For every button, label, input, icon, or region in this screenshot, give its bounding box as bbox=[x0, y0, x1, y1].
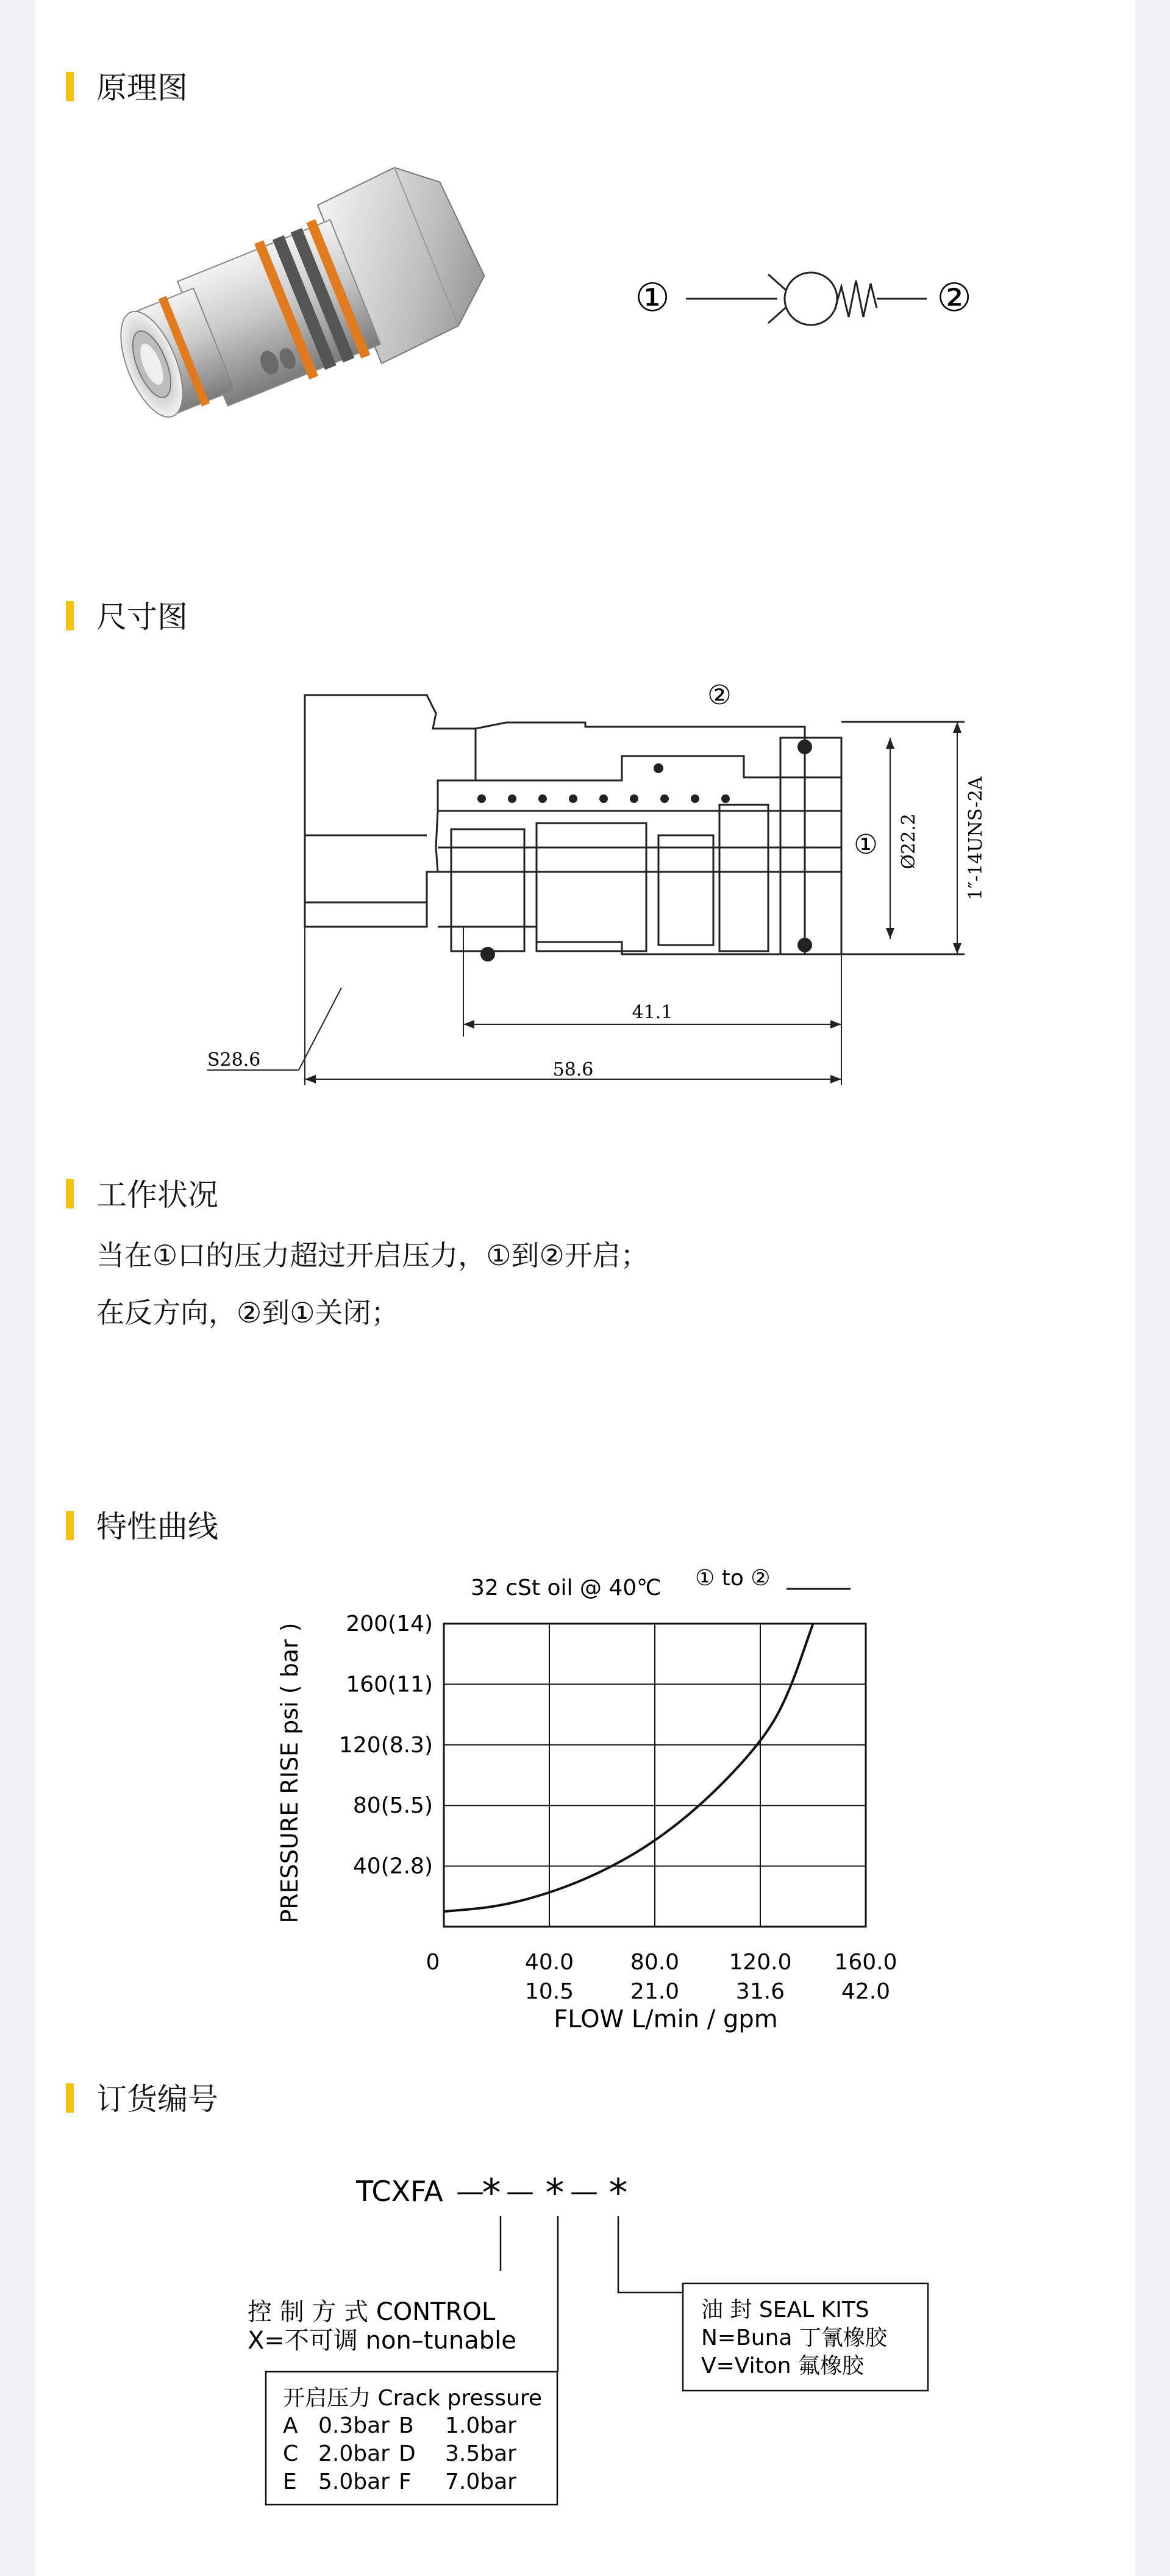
crack-cell: C bbox=[283, 2441, 299, 2466]
section-marker bbox=[66, 601, 74, 630]
crack-cell: 3.5bar bbox=[445, 2441, 516, 2466]
crack-cell: 5.0bar bbox=[318, 2469, 390, 2494]
crack-cell: 7.0bar bbox=[445, 2469, 516, 2494]
y-tick-label: 160(11) bbox=[346, 1672, 433, 1697]
x-tick-label: 40.0 bbox=[524, 1950, 574, 1975]
x-tick-label: 120.0 bbox=[729, 1950, 792, 1975]
section-title: 原理图 bbox=[96, 70, 188, 105]
dim-diameter: Ø22.2 bbox=[898, 813, 919, 869]
crack-cell: 2.0bar bbox=[318, 2441, 390, 2466]
symbol-port-1: ① bbox=[635, 276, 670, 321]
spring-icon bbox=[835, 280, 877, 317]
cartridge-valve-image bbox=[98, 146, 500, 463]
x-tick-label-gpm: 42.0 bbox=[841, 1979, 891, 2004]
seal-n: N=Buna 丁氰橡胶 bbox=[701, 2325, 887, 2350]
dim-thread: 1″-14UNS-2A bbox=[965, 776, 986, 901]
crack-cell: F bbox=[399, 2469, 412, 2494]
crack-cell: 0.3bar bbox=[318, 2413, 390, 2438]
section-marker bbox=[66, 2083, 74, 2113]
y-tick-label: 200(14) bbox=[346, 1611, 433, 1636]
code-sep-1: — bbox=[456, 2175, 484, 2208]
dim-41-1: 41.1 bbox=[632, 1002, 673, 1023]
chart-xlabel: FLOW L/min / gpm bbox=[554, 2005, 778, 2033]
section-marker bbox=[66, 1511, 74, 1540]
pressure-flow-chart bbox=[256, 1561, 939, 2049]
series-line bbox=[444, 1624, 813, 1911]
check-valve-symbol bbox=[628, 250, 982, 348]
section-title: 工作状况 bbox=[96, 1177, 218, 1213]
ball-icon bbox=[785, 273, 837, 325]
x-tick-label: 0 bbox=[426, 1950, 440, 1975]
x-tick-label-gpm: 10.5 bbox=[524, 1979, 574, 2004]
y-tick-label: 80(5.5) bbox=[352, 1793, 433, 1819]
chart-ylabel: PRESSURE RISE psi ( bar ) bbox=[276, 1622, 303, 1924]
code-slot-3: * bbox=[608, 2171, 628, 2215]
seal-v: V=Viton 氟橡胶 bbox=[701, 2353, 865, 2378]
code-sep-3: — bbox=[570, 2175, 598, 2208]
crack-cell: B bbox=[399, 2413, 414, 2438]
section-marker bbox=[66, 1179, 74, 1208]
dimension-drawing bbox=[195, 671, 1000, 1097]
x-tick-label: 160.0 bbox=[834, 1950, 897, 1975]
crack-title: 开启压力 Crack pressure bbox=[283, 2386, 543, 2411]
x-tick-label-gpm: 21.0 bbox=[630, 1979, 680, 2004]
control-value: X=不可调 non–tunable bbox=[248, 2327, 516, 2355]
code-slot-1: * bbox=[482, 2171, 501, 2215]
working-line-1: 当在①口的压力超过开启压力，①到②开启； bbox=[96, 1239, 649, 1272]
crack-cell: E bbox=[283, 2469, 297, 2494]
code-slot-2: * bbox=[545, 2171, 565, 2215]
control-title: 控 制 方 式 CONTROL bbox=[248, 2298, 496, 2326]
section-title: 特性曲线 bbox=[96, 1509, 218, 1544]
x-tick-label-gpm: 31.6 bbox=[735, 1979, 785, 2004]
y-tick-label: 120(8.3) bbox=[338, 1732, 433, 1758]
section-title: 尺寸图 bbox=[96, 599, 188, 635]
working-line-2: 在反方向，②到①关闭； bbox=[96, 1296, 399, 1329]
crack-cell: 1.0bar bbox=[445, 2413, 516, 2438]
section-marker bbox=[66, 72, 74, 101]
seal-title: 油 封 SEAL KITS bbox=[701, 2297, 869, 2322]
legend-label: ① to ② bbox=[695, 1566, 771, 1591]
ordering-code-diagram bbox=[232, 2171, 951, 2512]
section-title: 订货编号 bbox=[96, 2082, 218, 2117]
crack-rows bbox=[283, 2413, 516, 2494]
dim-58-6: 58.6 bbox=[552, 1059, 594, 1080]
crack-cell: D bbox=[399, 2441, 416, 2466]
symbol-port-2: ② bbox=[936, 276, 972, 321]
x-tick-label: 80.0 bbox=[630, 1950, 680, 1975]
crack-cell: A bbox=[283, 2413, 298, 2438]
chart-title: 32 cSt oil @ 40℃ bbox=[471, 1575, 662, 1600]
dim-port-1: ① bbox=[854, 829, 878, 860]
dim-hex: S28.6 bbox=[207, 1049, 261, 1071]
dim-port-2: ② bbox=[707, 680, 732, 711]
code-sep-2: — bbox=[506, 2175, 534, 2208]
code-prefix: TCXFA bbox=[356, 2175, 443, 2208]
y-tick-label: 40(2.8) bbox=[352, 1854, 433, 1879]
